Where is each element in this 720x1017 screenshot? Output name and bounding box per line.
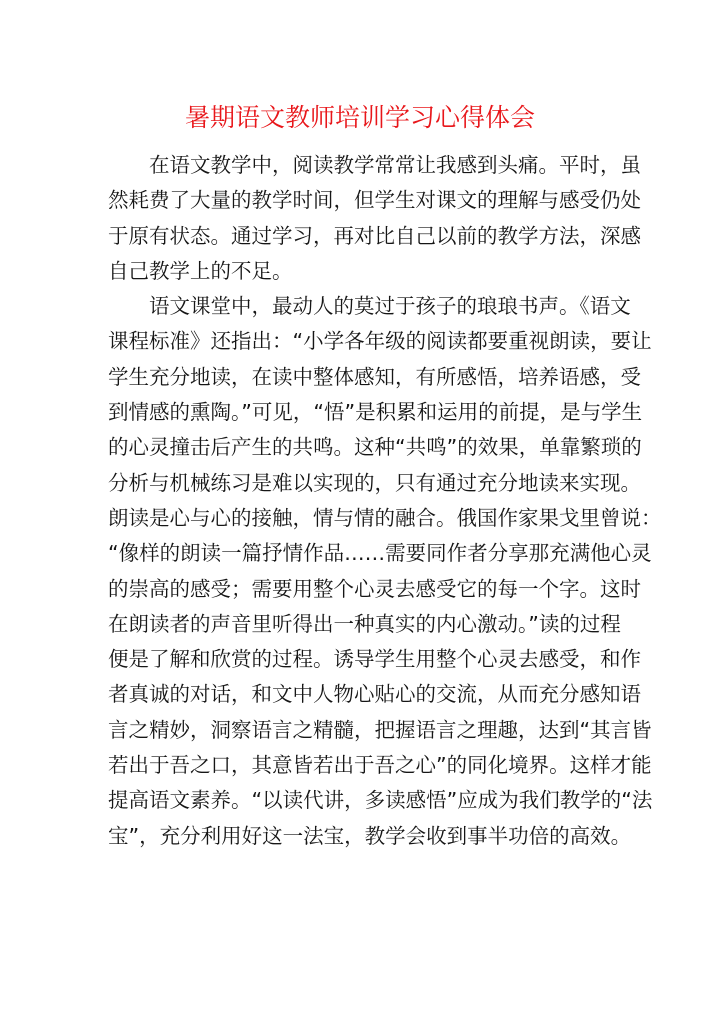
text-line: 宝”，充分利用好这一法宝，教学会收到事半功倍的高效。: [108, 823, 632, 848]
text-line: 朗读是心与心的接触，情与情的融合。俄国作家果戈里曾说：: [108, 505, 662, 530]
text-line: 自己教学上的不足。: [108, 258, 293, 283]
text-line: 提高语文素养。“以读代讲，多读感悟”应成为我们教学的“法: [108, 788, 653, 813]
text-line: 语文课堂中，最动人的莫过于孩子的琅琅书声。《语文: [149, 294, 631, 319]
text-line: 便是了解和欣赏的过程。诱导学生用整个心灵去感受，和作: [108, 647, 641, 672]
document-title: 暑期语文教师培训学习心得体会: [184, 103, 535, 132]
text-line: 分析与机械练习是难以实现的，只有通过充分地读来实现。: [108, 470, 641, 495]
text-line: 于原有状态。通过学习，再对比自己以前的教学方法，深感: [108, 223, 641, 248]
document-body: [108, 148, 662, 854]
text-line: 在朗读者的声音里听得出一种真实的内心激动。”读的过程: [108, 611, 621, 636]
paragraph-1: [108, 148, 641, 289]
text-line: 到情感的熏陶。”可见，“悟”是积累和运用的前提，是与学生: [108, 400, 643, 425]
text-line: 课程标准》还指出：“小学各年级的阅读都要重视朗读，要让: [108, 329, 652, 354]
text-line: 学生充分地读，在读中整体感知，有所感悟，培养语感，受: [108, 364, 641, 389]
text-line: 的心灵撞击后产生的共鸣。这种“共鸣”的效果，单靠繁琐的: [108, 435, 642, 460]
paragraph-2: [108, 289, 662, 854]
text-line: 者真诚的对话，和文中人物心贴心的交流，从而充分感知语: [108, 682, 641, 707]
text-line: 然耗费了大量的教学时间，但学生对课文的理解与感受仍处: [108, 188, 641, 213]
text-line: 在语文教学中，阅读教学常常让我感到头痛。平时，虽: [149, 153, 641, 177]
text-line: 的崇高的感受；需要用整个心灵去感受它的每一个字。这时: [108, 576, 641, 601]
text-line: 言之精妙，洞察语言之精髓，把握语言之理趣，达到“其言皆: [108, 717, 652, 742]
text-line: “像样的朗读一篇抒情作品……需要同作者分享那充满他心灵: [108, 541, 652, 566]
text-line: 若出于吾之口，其意皆若出于吾之心”的同化境界。这样才能: [108, 753, 652, 778]
